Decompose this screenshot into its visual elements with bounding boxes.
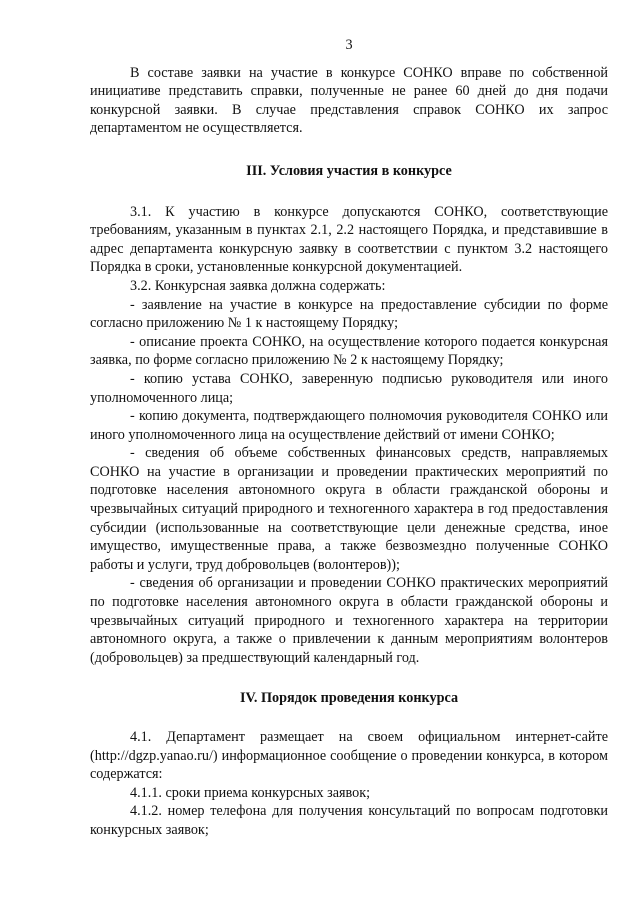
section-3-heading: III. Условия участия в конкурсе bbox=[246, 162, 452, 179]
paragraph-4-1-1: 4.1.1. сроки приема конкурсных заявок; bbox=[130, 784, 371, 801]
paragraph-3-2: 3.2. Конкурсная заявка должна содержать: bbox=[130, 277, 386, 294]
section-4-heading: IV. Порядок проведения конкурса bbox=[239, 690, 459, 707]
document-page bbox=[90, 36, 608, 840]
paragraph-4-1-2: 4.1.2. номер телефона для получения консультаций по вопросам подготовки конкурсных заявок; bbox=[90, 803, 608, 838]
list-item: - копию документа, подтверждающего полномочия руководителя СОНКО или иного уполномоченного лица на осуществление действий от имени СОНКО; bbox=[90, 408, 608, 443]
list-item: - сведения об объеме собственных финансовых средств, направляемых СОНКО на участие в организации и проведении практических мероприятий по подготовке населения автономного округа в области гражданской обороны и чрезвычайных ситуаций природного и техногенного характера в год предоставления субсидии (использованные на соответствующие цели денежные средства, иное имущество, имущественные права, а также безвозмездно полученные СОНКО работы и услуги, труд добровольцев (волонтеров)); bbox=[90, 445, 608, 573]
list-item: - копию устава СОНКО, заверенную подписью руководителя или иного уполномоченного лица; bbox=[90, 370, 608, 406]
list-item: - сведения об организации и проведении СОНКО практических мероприятий по подготовке населения автономного округа в области гражданской обороны и чрезвычайных ситуаций природного и техногенного характера на территории автономного округа, а также о привлечении к данным мероприятиям волонтеров (добровольцев) за предшествующий календарный год. bbox=[90, 575, 608, 666]
intro-paragraph: В составе заявки на участие в конкурсе СОНКО вправе по собственной инициативе представить справки, полученные не ранее 60 дней до дня подачи конкурсной заявки. В случае представления справок СОНКО их запрос департаментом не осуществляется. bbox=[90, 64, 608, 137]
page-number: 3 bbox=[345, 37, 353, 53]
list-item: - описание проекта СОНКО, на осуществление которого подается конкурсная заявка, по форме согласно приложению № 2 к настоящему Порядку; bbox=[90, 333, 608, 369]
list-item: - заявление на участие в конкурсе на предоставление субсидии по форме согласно приложению № 1 к настоящему Порядку; bbox=[90, 296, 608, 332]
paragraph-3-1: 3.1. К участию в конкурсе допускаются СОНКО, соответствующие требованиям, указанным в пунктах 2.1, 2.2 настоящего Порядка, и представившие в адрес департамента конкурсную заявку в соответствии с пунктом 3.2 настоящего Порядка в сроки, установленные конкурсной документацией. bbox=[90, 203, 608, 276]
paragraph-4-1: 4.1. Департамент размещает на своем официальном интернет-сайте (http://dgzp.yanao.ru/) информационное сообщение о проведении конкурса, в котором содержатся: bbox=[90, 729, 608, 783]
